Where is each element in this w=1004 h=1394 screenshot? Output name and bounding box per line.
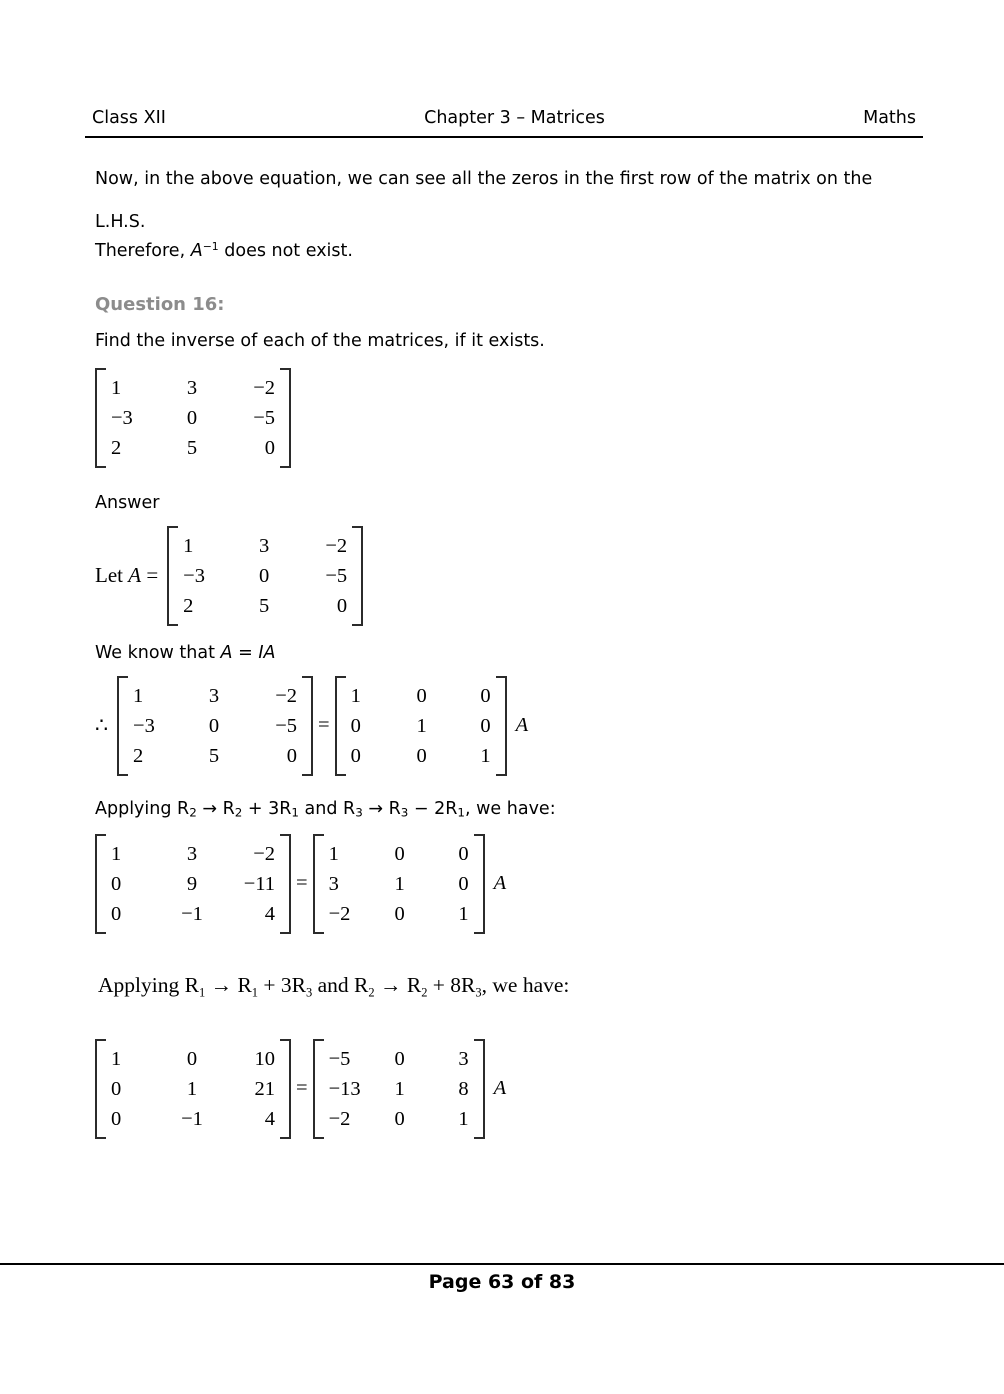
matrix-right-bracket — [496, 676, 507, 776]
matrix-cell: 9 — [186, 872, 198, 895]
page-number: Page 63 of 83 — [428, 1271, 576, 1293]
matrix-cell: 1 — [328, 842, 339, 865]
matrix-a-label: A — [493, 1077, 507, 1100]
matrix-cell: −5 — [275, 714, 298, 737]
page-footer — [0, 1263, 1004, 1294]
matrix-right-bracket — [474, 834, 485, 934]
matrix-grid — [106, 368, 280, 468]
paragraph-zeros-note: Now, in the above equation, we can see all the zeros in the first row of the matrix on the L.H.S. — [95, 169, 873, 232]
matrix-grid — [128, 676, 302, 776]
text-segment: and R — [312, 972, 369, 997]
text-segment: 3 — [355, 805, 363, 820]
matrix — [95, 1039, 291, 1139]
matrix-right-bracket — [352, 526, 363, 626]
matrix-left-bracket — [95, 834, 106, 934]
text-segment: A — [190, 240, 203, 261]
equation-3 — [95, 1039, 924, 1139]
matrix-cell: 8 — [458, 1077, 469, 1100]
matrix-cell: 0 — [286, 744, 298, 767]
matrix-left-bracket — [313, 1039, 324, 1139]
matrix-cell: 0 — [350, 714, 361, 737]
page-body — [0, 158, 1004, 1139]
matrix — [117, 676, 313, 776]
text-segment: 3 — [305, 984, 313, 999]
matrix-grid — [106, 1039, 280, 1139]
matrix-cell: 0 — [208, 714, 220, 737]
matrix-cell: 1 — [394, 872, 405, 895]
matrix-cell: 21 — [254, 1077, 275, 1100]
matrix-cell: −1 — [181, 1107, 203, 1130]
text-segment: → R — [196, 798, 235, 819]
text-segment: + 3R — [242, 798, 292, 819]
text-segment: 1 — [291, 805, 299, 820]
matrix-cell: 3 — [458, 1047, 469, 1070]
let-a-equation — [95, 526, 924, 626]
matrix-cell: 0 — [111, 1107, 122, 1130]
text-segment: 2 — [234, 805, 243, 820]
matrix-cell: 1 — [350, 684, 361, 707]
matrix-cell: −3 — [133, 714, 155, 737]
matrix-left-bracket — [335, 676, 346, 776]
text-segment: does not exist. — [218, 240, 353, 261]
matrix-grid — [178, 526, 352, 626]
matrix-cell: −2 — [253, 842, 275, 865]
matrix-cell: −5 — [253, 406, 275, 429]
equals-sign: = — [318, 714, 330, 737]
matrix-cell: 0 — [336, 594, 348, 617]
equals-sign: = — [296, 872, 308, 895]
matrix-cell: 3 — [208, 684, 220, 707]
matrix-cell: −11 — [243, 872, 275, 895]
equals-sign: = — [296, 1077, 308, 1100]
text-segment: 1 — [198, 984, 206, 999]
matrix-cell: 4 — [264, 1107, 275, 1130]
matrix-cell: 1 — [458, 1107, 469, 1130]
matrix-cell: −5 — [328, 1047, 351, 1070]
text-segment: + 3R — [258, 972, 306, 997]
text-segment: 3 — [475, 984, 482, 999]
text-segment: 2 — [421, 984, 428, 999]
text-segment: 1 — [457, 805, 465, 820]
matrix-right-bracket — [302, 676, 313, 776]
matrix-right-bracket — [280, 368, 291, 468]
equation-1 — [95, 676, 924, 776]
text-segment: → R — [362, 798, 401, 819]
matrix-right-bracket — [280, 834, 291, 934]
matrix-cell: 3 — [186, 376, 198, 399]
matrix-cell: 1 — [480, 744, 491, 767]
matrix — [335, 676, 507, 776]
question-matrix-block — [95, 368, 924, 468]
matrix-left-bracket — [167, 526, 178, 626]
matrix-cell: 0 — [111, 902, 122, 925]
matrix-cell: 5 — [259, 594, 270, 617]
text-segment: = — [141, 563, 159, 588]
text-segment: − 2R — [408, 798, 458, 819]
matrix-right-bracket — [280, 1039, 291, 1139]
matrix-cell: 0 — [350, 744, 361, 767]
matrix-cell: 1 — [394, 1077, 405, 1100]
matrix-cell: −13 — [328, 1077, 361, 1100]
matrix-cell: −2 — [325, 534, 348, 557]
matrix-cell: 0 — [394, 1107, 405, 1130]
text-segment: Therefore, — [95, 240, 191, 261]
matrix-cell: 0 — [186, 406, 198, 429]
therefore-symbol: ∴ — [95, 715, 109, 738]
matrix-right-bracket — [474, 1039, 485, 1139]
header-class: Class XII — [92, 108, 166, 128]
text-segment: and R — [298, 798, 356, 819]
matrix-cell: −5 — [325, 564, 348, 587]
matrix-cell: 1 — [458, 902, 469, 925]
matrix-cell: 10 — [254, 1047, 275, 1070]
text-segment: → R — [374, 972, 422, 997]
text-segment: Applying R — [95, 798, 190, 819]
matrix-cell: 5 — [208, 744, 220, 767]
matrix-cell: 1 — [183, 534, 194, 557]
matrix — [95, 368, 291, 468]
matrix-cell: 2 — [133, 744, 144, 767]
matrix-left-bracket — [95, 368, 106, 468]
matrix-cell: 2 — [183, 594, 194, 617]
matrix-cell: 1 — [111, 1047, 122, 1070]
text-segment: , we have: — [464, 798, 556, 819]
matrix-left-bracket — [117, 676, 128, 776]
matrix-cell: 0 — [264, 436, 275, 459]
applying-row-ops-2 — [98, 972, 924, 1005]
text-segment: 2 — [189, 805, 197, 820]
matrix-cell: 0 — [480, 684, 491, 707]
matrix-cell: 4 — [264, 902, 275, 925]
text-segment: 3 — [400, 805, 409, 820]
matrix-cell: −2 — [275, 684, 298, 707]
we-know-line — [95, 642, 924, 664]
matrix-cell: −2 — [328, 1107, 351, 1130]
matrix — [95, 834, 291, 934]
text-segment: = — [232, 642, 259, 663]
matrix-cell: 3 — [186, 842, 198, 865]
matrix — [167, 526, 363, 626]
header-chapter-title: Chapter 3 – Matrices — [424, 108, 605, 128]
matrix-cell: 1 — [416, 714, 427, 737]
matrix — [313, 834, 485, 934]
text-segment: −1 — [202, 240, 219, 253]
equation-2 — [95, 834, 924, 934]
question-text: Find the inverse of each of the matrices, if it exists. — [95, 330, 545, 351]
matrix-cell: 2 — [111, 436, 122, 459]
header-subject: Maths — [863, 108, 916, 128]
matrix-cell: −1 — [181, 902, 203, 925]
text-segment: 1 — [251, 984, 259, 999]
matrix-cell: 3 — [328, 872, 339, 895]
therefore-line — [95, 232, 924, 266]
matrix-cell: 0 — [416, 744, 427, 767]
let-a-label — [95, 563, 158, 588]
matrix-cell: 0 — [458, 872, 469, 895]
text-segment: IA — [258, 642, 276, 663]
matrix-grid — [106, 834, 280, 934]
answer-label: Answer — [95, 492, 160, 513]
text-segment: Let — [95, 563, 129, 588]
matrix-grid — [324, 1039, 474, 1139]
matrix-cell: 3 — [259, 534, 270, 557]
matrix-cell: 0 — [480, 714, 491, 737]
text-segment: + 8R — [427, 972, 476, 997]
matrix-a-label: A — [515, 714, 529, 737]
matrix-cell: −2 — [253, 376, 275, 399]
applying-row-ops-1 — [95, 798, 924, 824]
matrix-grid — [324, 834, 474, 934]
text-segment: We know that — [95, 642, 221, 663]
matrix-cell: 0 — [394, 902, 405, 925]
matrix-grid — [346, 676, 496, 776]
matrix-cell: 1 — [186, 1077, 198, 1100]
matrix-cell: 0 — [416, 684, 427, 707]
text-segment: A — [128, 563, 142, 588]
matrix-cell: 0 — [458, 842, 469, 865]
matrix-cell: 0 — [394, 1047, 405, 1070]
matrix-cell: 5 — [186, 436, 198, 459]
matrix-cell: 0 — [259, 564, 270, 587]
matrix-cell: 0 — [111, 872, 122, 895]
text-segment: A — [220, 642, 233, 663]
matrix-cell: −2 — [328, 902, 351, 925]
page-header — [85, 108, 923, 138]
matrix-left-bracket — [313, 834, 324, 934]
matrix-cell: 1 — [111, 842, 122, 865]
text-segment: 2 — [368, 984, 375, 999]
matrix — [313, 1039, 485, 1139]
question-label: Question 16: — [95, 293, 225, 315]
matrix-cell: 1 — [133, 684, 144, 707]
matrix-a-label: A — [493, 872, 507, 895]
text-segment: Applying R — [98, 972, 199, 997]
matrix-cell: 0 — [111, 1077, 122, 1100]
text-segment: → R — [205, 972, 252, 997]
matrix-cell: −3 — [183, 564, 205, 587]
matrix-left-bracket — [95, 1039, 106, 1139]
matrix-cell: 0 — [394, 842, 405, 865]
text-segment: , we have: — [481, 972, 570, 997]
matrix-cell: 1 — [111, 376, 122, 399]
matrix-cell: −3 — [111, 406, 133, 429]
matrix-cell: 0 — [186, 1047, 198, 1070]
